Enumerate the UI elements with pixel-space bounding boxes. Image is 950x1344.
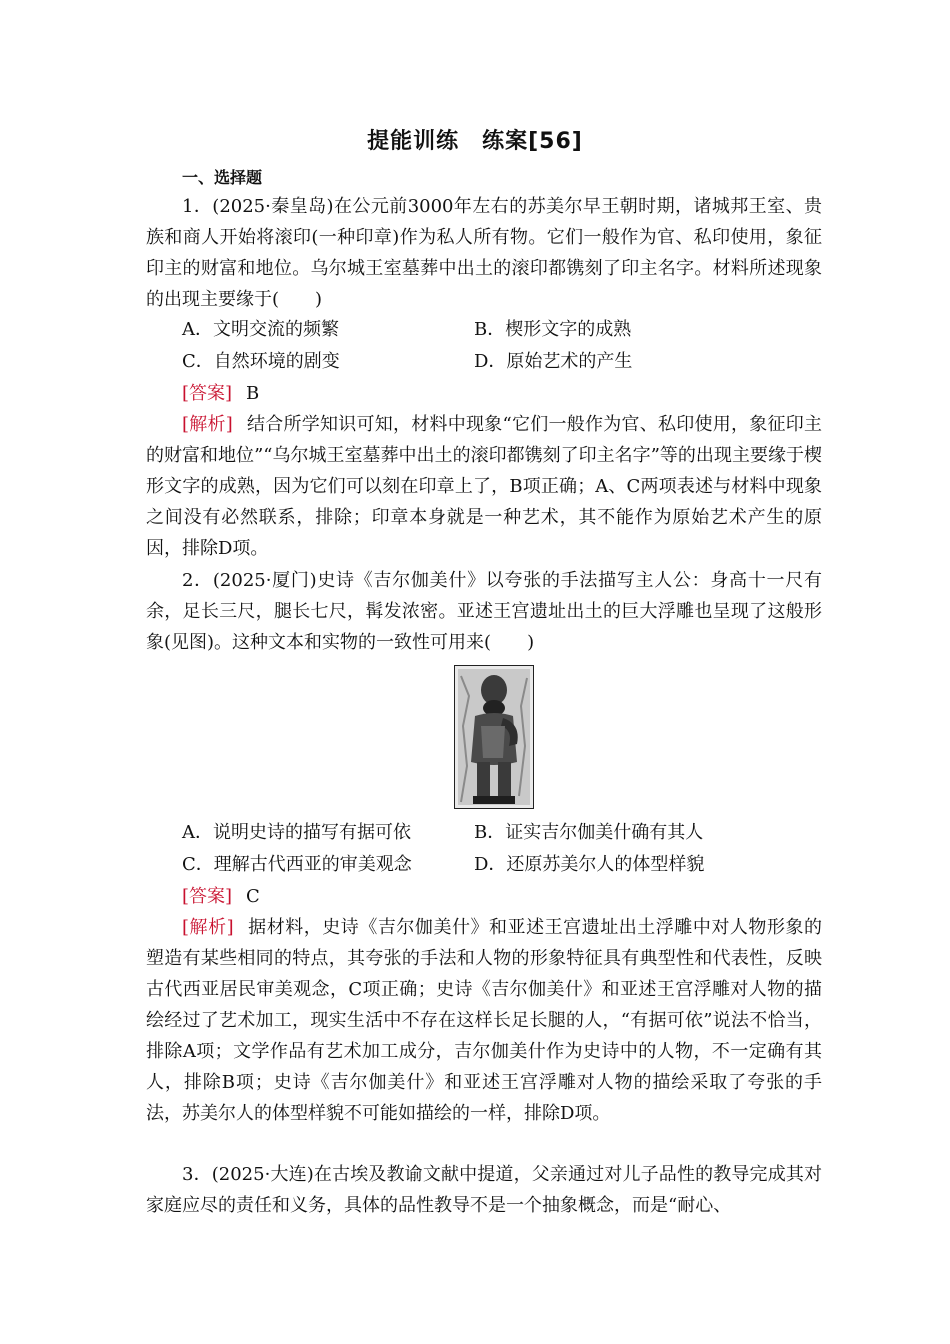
answer-tag: [答案] — [182, 383, 233, 404]
q1-answer — [182, 378, 259, 409]
answer-tag: [答案] — [182, 886, 233, 907]
analysis-text: 据材料，史诗《吉尔伽美什》和亚述王宫遗址出土浮雕中对人物形象的塑造有某些相同的特点，其夸张的手法和人物的形象特征具有典型性和代表性，反映古代西亚居民审美观念，C项正确；史诗《吉尔伽美什》和亚述王宫浮雕对人物的描绘经过了艺术加工，现实生活中不存在这样长足长腿的人，“有据可依”说法不恰当，排除A项；文学作品有艺术加工成分，吉尔伽美什作为史诗中的人物，不一定确有其人，排除B项；史诗《吉尔伽美什》和亚述王宫浮雕对人物的描绘采取了夸张的手法，苏美尔人的体型样貌不可能如描绘的一样，排除D项。 — [146, 917, 823, 1124]
q1-analysis — [146, 409, 822, 564]
q2-analysis — [146, 912, 822, 1129]
q2-answer — [182, 881, 260, 912]
question-2-stem: 2．(2025·厦门)史诗《吉尔伽美什》以夸张的手法描写主人公：身高十一尺有余，足长三尺，腿长七尺，髯发浓密。亚述王宫遗址出土的巨大浮雕也呈现了这般形象(见图)。这种文本和实物的一致性可用来( ) — [146, 570, 822, 653]
q1-option-d: D．原始艺术的产生 — [474, 351, 633, 372]
section-heading: 一、选择题 — [182, 168, 263, 187]
q2-option-d: D．还原苏美尔人的体型样貌 — [474, 854, 705, 875]
question-3-stem: 3．(2025·大连)在古埃及教谕文献中提道，父亲通过对儿子品性的教导完成其对家庭应尽的责任和义务，具体的品性教导不是一个抽象概念，而是“耐心、 — [146, 1164, 822, 1216]
relief-figure-image — [454, 665, 534, 809]
q2-option-c: C．理解古代西亚的审美观念 — [182, 854, 412, 875]
q2-option-b: B．证实吉尔伽美什确有其人 — [474, 822, 704, 843]
analysis-tag: [解析] — [182, 414, 233, 435]
q1-option-a: A．文明交流的频繁 — [182, 319, 339, 340]
q1-option-c: C．自然环境的剧变 — [182, 351, 340, 372]
answer-value: B — [246, 383, 260, 404]
q1-option-b: B．楔形文字的成熟 — [474, 319, 632, 340]
page-title: 提能训练 练案[56] — [367, 129, 583, 154]
relief-figure-icon — [455, 666, 533, 808]
question-1-stem: 1．(2025·秦皇岛)在公元前3000年左右的苏美尔早王朝时期，诸城邦王室、贵族和商人开始将滚印(一种印章)作为私人所有物。它们一般作为官、私印使用，象征印主的财富和地位。乌尔城王室墓葬中出土的滚印都镌刻了印主名字。材料所述现象的出现主要缘于( ) — [146, 196, 822, 310]
analysis-text: 结合所学知识可知，材料中现象“它们一般作为官、私印使用，象征印主的财富和地位”“乌尔城王室墓葬中出土的滚印都镌刻了印主名字”等的出现主要缘于楔形文字的成熟，因为它们可以刻在印章上了，B项正确；A、C两项表述与材料中现象之间没有必然联系，排除；印章本身就是一种艺术，其不能作为原始艺术产生的原因，排除D项。 — [146, 414, 822, 559]
analysis-tag: [解析] — [182, 917, 234, 938]
q2-option-a: A．说明史诗的描写有据可依 — [182, 822, 411, 843]
answer-value: C — [246, 886, 260, 907]
